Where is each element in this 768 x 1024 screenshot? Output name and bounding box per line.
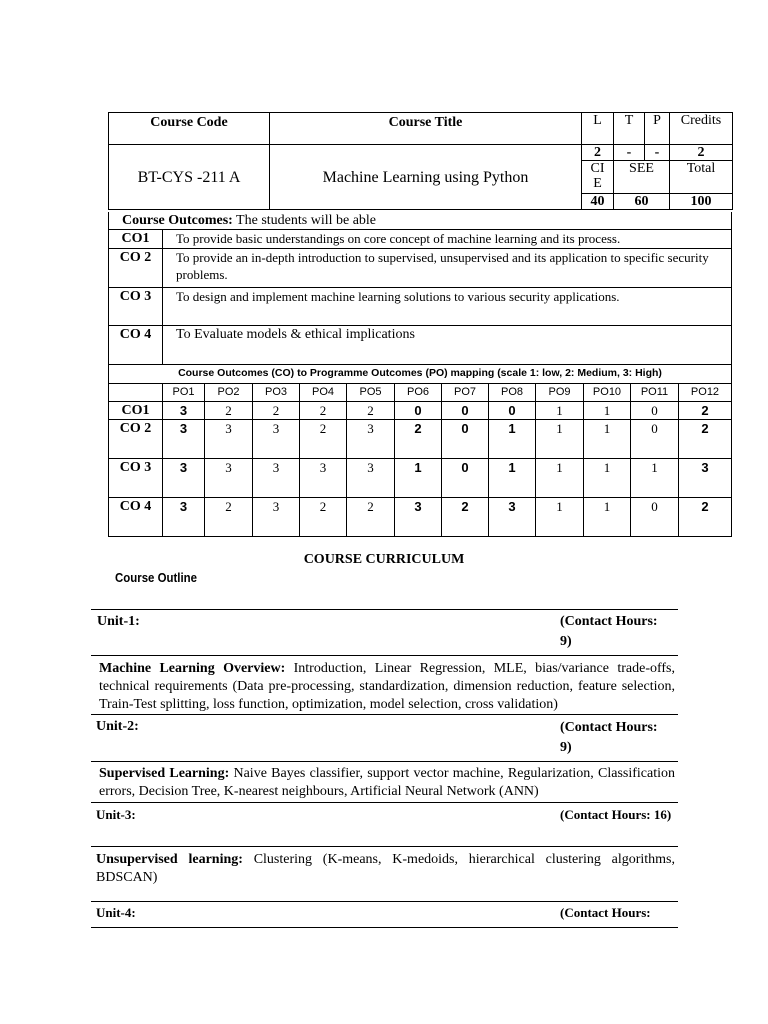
mapping-value: 0: [442, 419, 489, 458]
mapping-value: 1: [536, 458, 584, 497]
mapping-value: 2: [300, 497, 347, 536]
divider: [91, 927, 678, 928]
co-id: CO 2: [109, 249, 163, 288]
contact-hours: (Contact Hours: 9): [560, 614, 658, 649]
contact-hours: (Contact Hours: 16): [560, 807, 672, 822]
mapping-value: 0: [631, 419, 679, 458]
divider: [91, 714, 678, 715]
po-header: PO2: [205, 383, 253, 401]
cie-value: 40: [582, 194, 614, 210]
po-header: PO8: [489, 383, 536, 401]
co-description: To Evaluate models & ethical implications: [163, 326, 732, 365]
mapping-value: 0: [489, 401, 536, 419]
unit-label: Unit-3:: [96, 807, 136, 822]
po-header: PO9: [536, 383, 584, 401]
mapping-value: 2: [442, 497, 489, 536]
see-value: 60: [614, 194, 670, 210]
po-header: PO6: [395, 383, 442, 401]
course-header-table: [108, 112, 733, 210]
po-header: PO4: [300, 383, 347, 401]
contact-hours: (Contact Hours:: [560, 905, 651, 920]
mapping-value: 3: [253, 458, 300, 497]
po-header: PO1: [163, 383, 205, 401]
course-title: Machine Learning using Python: [270, 145, 582, 210]
see-label: SEE: [614, 161, 670, 194]
unit-topics: Unsupervised learning: Clustering (K-means, K-medoids, hierarchical clustering algorithms, BDSCAN): [96, 852, 675, 885]
po-header: PO10: [584, 383, 631, 401]
mapping-value: 3: [347, 458, 395, 497]
co-id: CO 4: [109, 497, 163, 536]
mapping-value: 2: [205, 401, 253, 419]
mapping-value: 1: [536, 497, 584, 536]
co-id: CO1: [109, 230, 163, 249]
mapping-value: 1: [584, 458, 631, 497]
credits-header: Credits: [670, 113, 733, 145]
course-outcomes-table: [108, 212, 732, 365]
divider: [91, 802, 678, 803]
mapping-value: 0: [631, 401, 679, 419]
mapping-value: 3: [395, 497, 442, 536]
empty-cell: [109, 383, 163, 401]
mapping-value: 1: [489, 419, 536, 458]
course-curriculum-title: COURSE CURRICULUM: [303, 552, 465, 567]
mapping-value: 2: [253, 401, 300, 419]
mapping-value: 3: [163, 419, 205, 458]
mapping-value: 1: [584, 401, 631, 419]
co-description: To provide basic understandings on core concept of machine learning and its process.: [163, 230, 732, 249]
course-code-header: Course Code: [109, 113, 270, 145]
po-header: PO12: [679, 383, 732, 401]
mapping-value: 3: [163, 458, 205, 497]
course-outline-heading: Course Outline: [115, 570, 198, 585]
po-header: PO5: [347, 383, 395, 401]
mapping-value: 3: [205, 458, 253, 497]
mapping-value: 0: [442, 458, 489, 497]
lecture-value: 2: [582, 145, 614, 161]
co-id: CO 3: [109, 288, 163, 326]
mapping-value: 3: [253, 497, 300, 536]
unit-label: Unit-4:: [96, 905, 136, 920]
mapping-value: 2: [679, 497, 732, 536]
mapping-value: 2: [679, 401, 732, 419]
unit-label: Unit-1:: [97, 614, 140, 629]
mapping-value: 1: [631, 458, 679, 497]
co-id: CO 2: [109, 419, 163, 458]
mapping-row: [109, 497, 732, 536]
co-description: To provide an in-depth introduction to supervised, unsupervised and its application to specific security problems.: [163, 249, 732, 288]
co-id: CO 4: [109, 326, 163, 365]
co-po-mapping-table: [108, 365, 732, 537]
divider: [91, 655, 678, 656]
divider: [91, 609, 678, 610]
unit-label: Unit-2:: [96, 719, 139, 734]
mapping-value: 0: [442, 401, 489, 419]
mapping-value: 2: [300, 419, 347, 458]
practical-header: P: [645, 113, 670, 145]
divider: [91, 901, 678, 902]
mapping-value: 2: [205, 497, 253, 536]
total-label: Total: [670, 161, 733, 194]
mapping-value: 1: [489, 458, 536, 497]
mapping-value: 3: [253, 419, 300, 458]
lecture-header: L: [582, 113, 614, 145]
mapping-value: 3: [163, 497, 205, 536]
mapping-row: [109, 419, 732, 458]
mapping-value: 0: [395, 401, 442, 419]
mapping-value: 3: [679, 458, 732, 497]
mapping-value: 1: [536, 401, 584, 419]
mapping-value: 2: [347, 497, 395, 536]
mapping-value: 3: [205, 419, 253, 458]
total-value: 100: [670, 194, 733, 210]
divider: [91, 761, 678, 762]
mapping-value: 0: [631, 497, 679, 536]
mapping-row: [109, 458, 732, 497]
mapping-value: 1: [395, 458, 442, 497]
co-id: CO 3: [109, 458, 163, 497]
mapping-row: [109, 401, 732, 419]
mapping-value: 2: [347, 401, 395, 419]
mapping-value: 2: [395, 419, 442, 458]
unit-topics: Machine Learning Overview: Introduction, Linear Regression, MLE, bias/variance trade-offs, technical requirements (Data pre-processing, standardization, dimension reduction, feature selection, Train-Test splitting, loss function, optimization, model selection, cross validation): [99, 661, 675, 712]
tutorial-value: -: [614, 145, 645, 161]
course-title-header: Course Title: [270, 113, 582, 145]
credits-value: 2: [670, 145, 733, 161]
tutorial-header: T: [614, 113, 645, 145]
contact-hours: (Contact Hours: 9): [560, 720, 658, 755]
mapping-value: 3: [489, 497, 536, 536]
po-header: PO7: [442, 383, 489, 401]
practical-value: -: [645, 145, 670, 161]
course-code: BT-CYS -211 A: [109, 145, 270, 210]
divider: [91, 846, 678, 847]
co-description: To design and implement machine learning solutions to various security applications.: [163, 288, 732, 326]
mapping-value: 3: [300, 458, 347, 497]
mapping-value: 3: [163, 401, 205, 419]
unit-topics: Supervised Learning: Naive Bayes classifier, support vector machine, Regularization, Classification errors, Decision Tree, K-nearest neighbours, Artificial Neural Network (ANN): [99, 766, 675, 799]
mapping-title: Course Outcomes (CO) to Programme Outcomes (PO) mapping (scale 1: low, 2: Medium, 3: High): [109, 365, 732, 383]
po-header: PO3: [253, 383, 300, 401]
mapping-value: 1: [584, 497, 631, 536]
mapping-value: 3: [347, 419, 395, 458]
mapping-value: 2: [300, 401, 347, 419]
po-header-row: [109, 383, 732, 401]
cie-label: CIE: [582, 161, 614, 194]
mapping-value: 2: [679, 419, 732, 458]
mapping-value: 1: [584, 419, 631, 458]
mapping-value: 1: [536, 419, 584, 458]
co-id: CO1: [109, 401, 163, 419]
outcomes-heading: Course Outcomes: The students will be able: [109, 212, 732, 230]
po-header: PO11: [631, 383, 679, 401]
